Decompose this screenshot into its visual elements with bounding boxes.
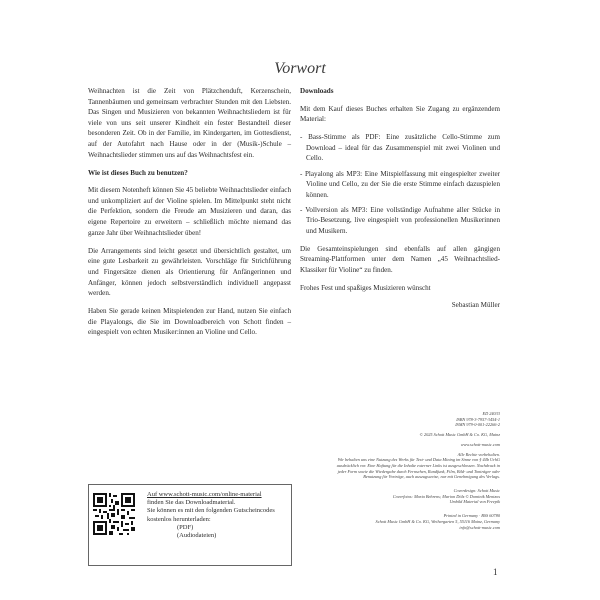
signature: Sebastian Müller — [451, 301, 500, 309]
right-column — [300, 86, 500, 311]
page-number: 1 — [493, 567, 498, 577]
playalong-paragraph: Haben Sie gerade keinen Mitspielenden zur Hand, nutzen Sie einfach die Playalongs, die Sie im Downloadbereich von Schott finden – eingespielt von echten Musiker:innen an Violine und Cello. — [88, 307, 291, 337]
publisher-address: Schott Music GmbH & Co. KG, Weihergarten 5, 55116 Mainz, Germany — [375, 518, 500, 524]
audio-code-label: (Audiodateien) — [177, 532, 217, 540]
qr-code-icon[interactable] — [93, 493, 135, 535]
page-title: Vorwort — [274, 60, 326, 77]
greeting: Frohes Fest und spaßiges Musizieren wünscht — [300, 283, 431, 292]
arrangement-paragraph: Die Arrangements sind leicht gesetzt und übersichtlich gestaltet, um eine gute Lesbarkeit zu gewährleisten. Vorschläge für Strichführung und Fingersätze dienen als Orientierung für Anfängerinnen und Anfänger, können jedoch selbstverständlich individuell angepasst werden. — [88, 246, 291, 298]
cover-design: Coverdesign: Schott Music — [453, 488, 500, 494]
download-instructions — [147, 491, 289, 540]
usage-paragraph: Mit diesem Notenheft können Sie 45 beliebte Weihnachtslieder einfach und unkompliziert auf der Violine spielen. Im Mittelpunkt steht nicht die Perfektion, sondern die Freude am Musizieren und daran, das eigene Repertoire zu erweitern – schließlich möchte niemand das ganze Jahr über Weihnachtslieder üben! — [88, 186, 291, 237]
edition-number: ED 24033 — [482, 411, 500, 416]
rights-line: Alle Rechte vorbehalten. — [457, 451, 500, 457]
copyright: © 2025 Schott Music GmbH & Co. KG, Mainz — [419, 432, 500, 438]
publisher-email: info@schott-music.com — [459, 524, 500, 530]
image-credit: Umbild Material von Freepik — [449, 499, 500, 505]
download-text: finden Sie das Downloadmaterial. — [147, 499, 236, 507]
pdf-code-label: (PDF) — [177, 523, 194, 531]
rights-line: jeder Form sowie die Wiedergabe durch Fernsehen, Rundfunk, Film, Bild- und Tonträger oder — [337, 468, 500, 474]
downloads-heading: Downloads — [300, 87, 334, 95]
streaming-paragraph: Die Gesamteinspielungen sind ebenfalls auf allen gängigen Streaming-Plattformen unter dem Namen „45 Weihnachtslied-Klassiker für Violine“ zu finden. — [300, 244, 500, 274]
ismn: ISMN 979-0-001-22266-2 — [455, 422, 500, 428]
download-text: kostenlos herunterladen: — [147, 515, 211, 523]
imprint-block — [330, 411, 500, 530]
downloads-intro: Mit dem Kauf dieses Buches erhalten Sie Zugang zu ergänzendem Material: — [300, 104, 500, 124]
list-item: - Vollversion als MP3: Eine vollständige Aufnahme aller Stücke in Trio-Besetzung, live eingespielt von professionellen Musikerinnen und Musikern. — [300, 205, 500, 236]
list-item: - Bass-Stimme als PDF: Eine zusätzliche Cello-Stimme zum Download – ideal für das Zusammenspiel mit zwei Violinen und Cello. — [300, 133, 500, 163]
download-text: Sie können es mit den folgenden Gutscheincodes — [147, 507, 275, 515]
list-item: - Playalong als MP3: Eine Mitspielfassung mit eingespielter zweiter Violine und Cello, zu der Sie die erste Stimme einfach dazuspielen können. — [300, 169, 500, 199]
printed-in: Printed in Germany · BSS 60780 — [443, 513, 500, 519]
cover-photos: Coverfotos: Maria Behrens; Marion Dölz © Dominik Mentzos — [392, 493, 500, 499]
isbn: ISBN 978-3-7957-3454-1 — [456, 416, 500, 422]
rights-line: Wir behalten uns eine Nutzung des Werks für Text- und Data Mining im Sinne von § 44b UrhG — [337, 457, 500, 463]
rights-line: ausdrücklich vor. Eine Haftung für die Inhalte externer Links ist ausgeschlossen. Nachdruck in — [336, 462, 500, 468]
online-material-link[interactable]: Auf www.schott-music.com/online-material — [147, 491, 262, 498]
downloads-list — [300, 132, 500, 236]
intro-paragraph: Weihnachten ist die Zeit von Plätzchenduft, Kerzenschein, Tannenbäumen und gemeinsam verbrachter Stunden mit den Liebsten. Das Singen und Musizieren von bekannten Weihnachtsliedern ist für viele von uns seit unserer Kindheit ein fester Bestandteil dieser besonderen Zeit. Ob in der Familie, im Kindergarten, im Gottesdienst, auf der Autofahrt nach Hause oder in der (Musik-)Schule – Weihnachtslieder stimmen uns auf das Weihnachtsfest ein. — [88, 87, 291, 159]
usage-heading: Wie ist dieses Buch zu benutzen? — [88, 168, 188, 177]
website: www.schott-music.com — [460, 441, 500, 447]
rights-line: Benutzung für Vorträge, auch auszugsweise, nur mit Genehmigung des Verlags. — [363, 474, 500, 480]
left-column — [88, 86, 291, 345]
download-box — [88, 484, 292, 566]
